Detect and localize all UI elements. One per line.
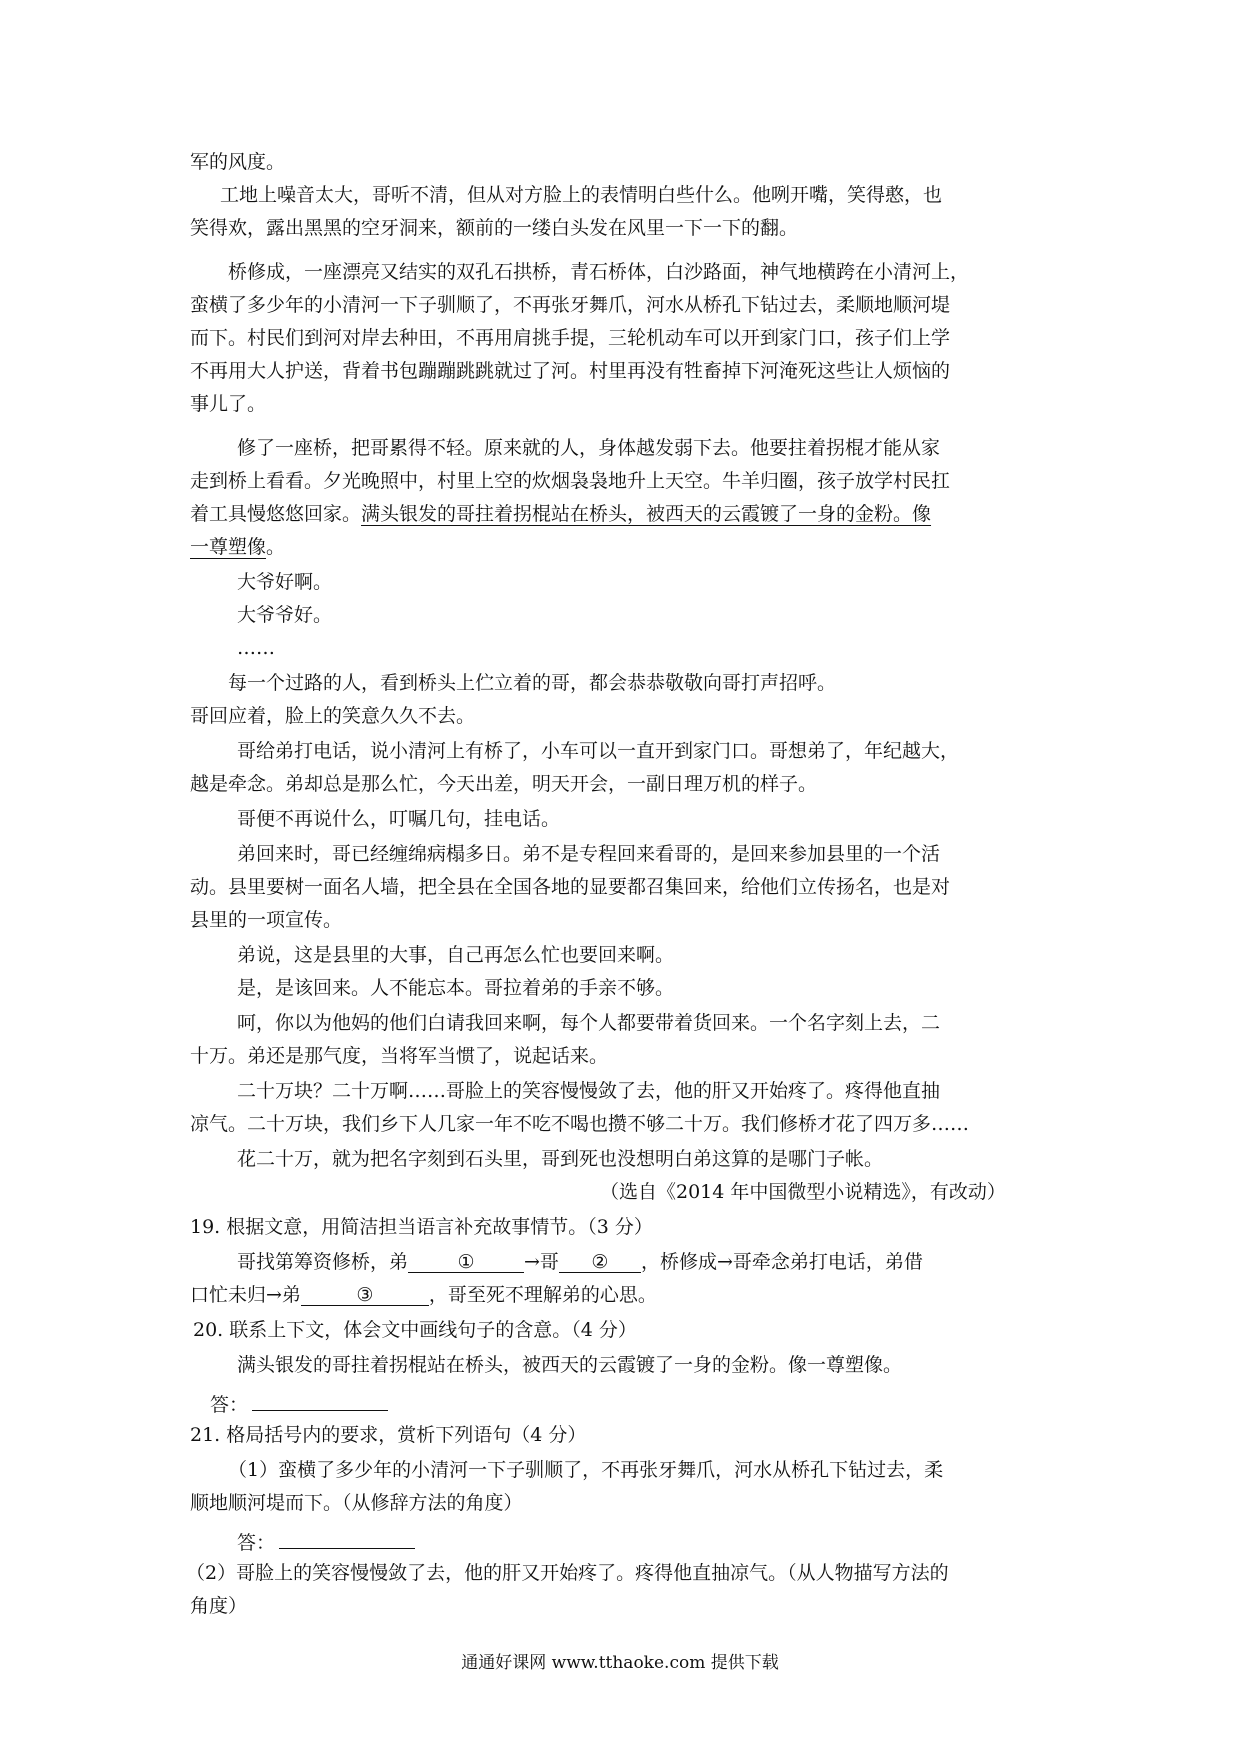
answer-blank-1[interactable]: ① [408, 1250, 524, 1273]
question-21-title: 21. 格局括号内的要求，赏析下列语句（4 分） [190, 1424, 587, 1446]
text-line: （1）蛮横了多少年的小清河一下子驯顺了，不再张牙舞爪，河水从桥孔下钻过去，柔 [228, 1459, 944, 1481]
text-line: 弟回来时，哥已经缠绵病榻多日。弟不是专程回来看哥的，是回来参加县里的一个活 [237, 843, 941, 865]
text-line: 不再用大人护送，背着书包蹦蹦跳跳就过了河。村里再没有牲畜掉下河淹死这些让人烦恼的 [190, 360, 951, 382]
text-line: 军的风度。 [190, 151, 286, 173]
text-line [237, 1250, 923, 1274]
quoted-sentence: 满头银发的哥拄着拐棍站在桥头，被西天的云霞镀了一身的金粉。像一尊塑像。 [237, 1354, 903, 1376]
answer-blank[interactable] [279, 1526, 415, 1549]
answer-blank-2[interactable]: ② [559, 1250, 641, 1273]
underlined-sentence: 满头银发的哥拄着拐棍站在桥头，被西天的云霞镀了一身的金粉。像 [361, 503, 932, 525]
answer-line [210, 1388, 388, 1416]
answer-blank[interactable] [252, 1388, 388, 1411]
text-line: …… [237, 637, 275, 659]
question-19-title: 19. 根据文意，用简洁担当语言补充故事情节。（3 分） [190, 1216, 653, 1238]
text-span: →哥 [524, 1251, 559, 1273]
text-span: 口忙未归→弟 [190, 1284, 301, 1306]
text-line: 哥回应着，脸上的笑意久久不去。 [190, 705, 476, 727]
text-line [190, 1283, 657, 1307]
text-line: 哥便不再说什么，叮嘱几句，挂电话。 [237, 808, 561, 830]
text-line: 是，是该回来。人不能忘本。哥拉着弟的手亲不够。 [237, 977, 675, 999]
text-line: 桥修成，一座漂亮又结实的双孔石拱桥，青石桥体，白沙路面，神气地横跨在小清河上， [228, 261, 970, 283]
text-line: （2）哥脸上的笑容慢慢敛了去，他的肝又开始疼了。疼得他直抽凉气。（从人物描写方法的 [186, 1562, 949, 1584]
text-line: 修了一座桥，把哥累得不轻。原来就的人，身体越发弱下去。他要拄着拐棍才能从家 [237, 437, 941, 459]
text-line: 呵，你以为他妈的他们白请我回来啊，每个人都要带着货回来。一个名字刻上去，二 [237, 1012, 941, 1034]
text-line: 角度） [190, 1595, 248, 1617]
text-line [190, 502, 931, 526]
text-line [190, 535, 285, 559]
answer-blank-3[interactable]: ③ [301, 1283, 429, 1306]
text-line: 而下。村民们到河对岸去种田，不再用肩挑手提，三轮机动车可以开到家门口，孩子们上学 [190, 327, 951, 349]
answer-label: 答： [210, 1394, 249, 1416]
text-line: 县里的一项宣传。 [190, 909, 343, 931]
question-20-title: 20. 联系上下文，体会文中画线句子的含意。（4 分） [193, 1319, 637, 1341]
text-line: 大爷好啊。 [237, 571, 333, 593]
text-span: 。 [266, 536, 286, 558]
text-line: 走到桥上看看。夕光晚照中，村里上空的炊烟袅袅地升上天空。牛羊归圈，孩子放学村民扛 [190, 470, 951, 492]
text-line: 大爷爷好。 [237, 604, 333, 626]
text-line: 哥给弟打电话，说小清河上有桥了，小车可以一直开到家门口。哥想弟了，年纪越大， [237, 740, 960, 762]
text-line: 花二十万，就为把名字刻到石头里，哥到死也没想明白弟这算的是哪门子帐。 [237, 1148, 884, 1170]
source-citation: （选自《2014 年中国微型小说精选》，有改动） [600, 1181, 1006, 1203]
answer-label: 答： [237, 1532, 276, 1554]
text-line: 笑得欢，露出黑黑的空牙洞来，额前的一缕白头发在风里一下一下的翻。 [190, 217, 799, 239]
text-line: 凉气。二十万块，我们乡下人几家一年不吃不喝也攒不够二十万。我们修桥才花了四万多…… [190, 1113, 970, 1135]
text-span: ，哥至死不理解弟的心思。 [428, 1284, 657, 1306]
text-line: 顺地顺河堤而下。（从修辞方法的角度） [190, 1492, 523, 1514]
text-line: 十万。弟还是那气度，当将军当惯了，说起话来。 [190, 1045, 609, 1067]
text-line: 二十万块？二十万啊……哥脸上的笑容慢慢敛了去，他的肝又开始疼了。疼得他直抽 [237, 1080, 941, 1102]
text-line: 越是牵念。弟却总是那么忙，今天出差，明天开会，一副日理万机的样子。 [190, 773, 818, 795]
text-span: 着工具慢悠悠回家。 [190, 503, 362, 525]
text-span: 哥找第筹资修桥，弟 [237, 1251, 409, 1273]
text-line: 事儿了。 [190, 393, 267, 415]
text-line: 每一个过路的人，看到桥头上伫立着的哥，都会恭恭敬敬向哥打声招呼。 [228, 672, 837, 694]
page-footer: 通通好课网 www.tthaoke.com 提供下载 [461, 1653, 779, 1673]
text-line: 动。县里要树一面名人墙，把全县在全国各地的显要都召集回来，给他们立传扬名，也是对 [190, 876, 951, 898]
answer-line [237, 1526, 415, 1554]
text-span: ，桥修成→哥牵念弟打电话，弟借 [640, 1251, 923, 1273]
underlined-sentence: 一尊塑像 [190, 536, 267, 558]
text-line: 工地上噪音太大，哥听不清，但从对方脸上的表情明白些什么。他咧开嘴，笑得憨，也 [220, 184, 943, 206]
text-line: 蛮横了多少年的小清河一下子驯顺了，不再张牙舞爪，河水从桥孔下钻过去，柔顺地顺河堤 [190, 294, 951, 316]
text-line: 弟说，这是县里的大事，自己再怎么忙也要回来啊。 [237, 944, 675, 966]
